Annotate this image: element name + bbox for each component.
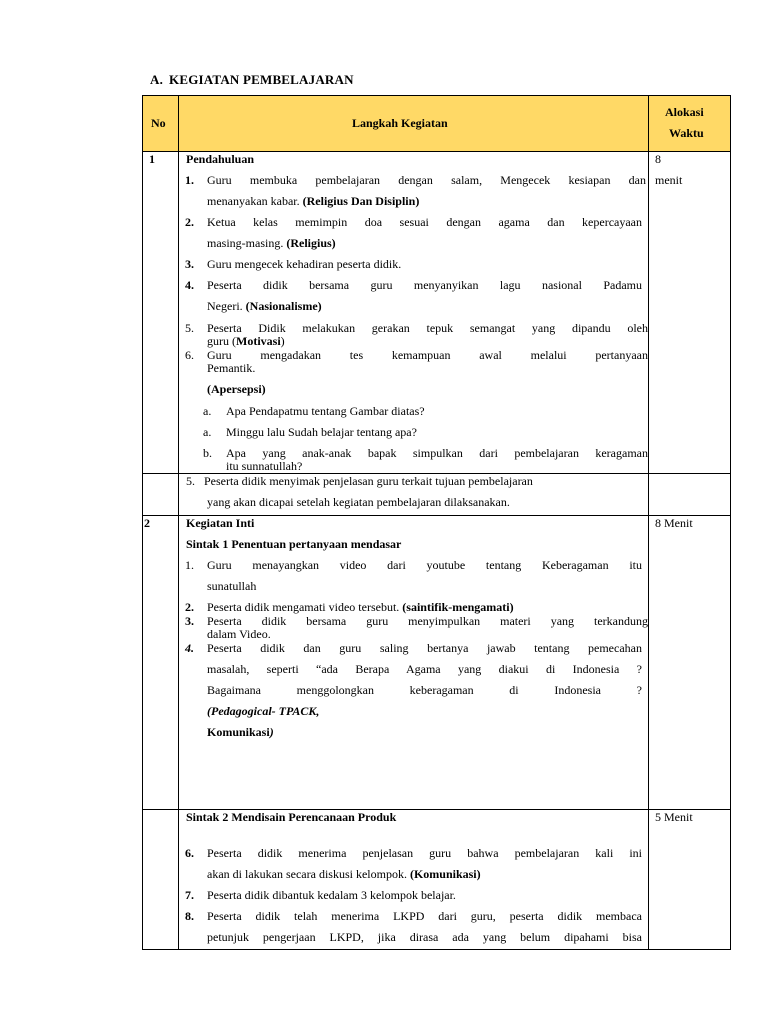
item-number: 2. <box>185 215 194 229</box>
item-text: Peserta didik dan guru saling bertanya jawab tentang pemecahan <box>207 641 642 655</box>
item-number: 7. <box>185 888 194 902</box>
header-alokasi: Alokasi <box>665 105 704 119</box>
item-number: 1. <box>185 173 194 187</box>
item-text: Ketua kelas memimpin doa sesuai dengan agama dan kepercayaan <box>207 215 642 229</box>
item-number: 6. <box>185 348 194 362</box>
header-langkah: Langkah Kegiatan <box>352 116 448 130</box>
item-text: sunatullah <box>207 579 257 593</box>
section-heading <box>150 72 354 88</box>
row-number: 1 <box>149 152 155 166</box>
item-number: 4. <box>185 278 194 292</box>
value-tag: (Nasionalisme) <box>245 299 322 313</box>
time-value: 5 Menit <box>655 810 693 824</box>
header-no: No <box>151 116 166 130</box>
item-text: Guru mengadakan tes kemampuan awal melalui pertanyaan <box>207 348 648 362</box>
item-text: Guru mengecek kehadiran peserta didik. <box>207 257 402 271</box>
table-divider-no <box>178 95 179 950</box>
item-text: petunjuk pengerjaan LKPD, jika dirasa ada yang belum dipahami bisa <box>207 930 642 944</box>
row-title: Pendahuluan <box>186 152 255 166</box>
item-text: Peserta didik telah menerima LKPD dari guru, peserta didik membaca <box>207 909 642 923</box>
item-text: Peserta didik bersama guru menyanyikan lagu nasional Padamu <box>207 278 642 292</box>
apersepsi-label: (Apersepsi) <box>207 382 266 396</box>
table-border-left <box>142 95 143 950</box>
item-text: Peserta didik mengamati video tersebut. (saintifik-mengamati) <box>207 600 514 614</box>
value-tag: (Religius Dan Disiplin) <box>302 194 420 208</box>
table-border-top <box>142 95 731 96</box>
value-tag: (Komunikasi) <box>409 867 481 881</box>
table-border-bottom <box>142 949 731 950</box>
item-text: masalah, seperti “ada Berapa Agama yang diakui di Indonesia ? <box>207 662 642 676</box>
time-unit: menit <box>655 173 683 187</box>
item-number: 5. <box>185 321 194 335</box>
sub-item-text: Apa Pendapatmu tentang Gambar diatas? <box>226 404 425 418</box>
item-number: 3. <box>185 257 194 271</box>
item-text: masing-masing. (Religius) <box>207 236 336 250</box>
item-number: 6. <box>185 846 194 860</box>
item-text: Pemantik. <box>207 361 256 375</box>
item-number: 8. <box>185 909 194 923</box>
sintak-title: Sintak 2 Mendisain Perencanaan Produk <box>186 810 397 824</box>
row-title: Kegiatan Inti <box>186 516 255 530</box>
item-text: menanyakan kabar. (Religius Dan Disiplin) <box>207 194 420 208</box>
sub-item-text: Minggu lalu Sudah belajar tentang apa? <box>226 425 417 439</box>
item-text: Peserta didik menerima penjelasan guru bahwa pembelajaran kali ini <box>207 846 642 860</box>
sub-item-letter: a. <box>203 425 212 439</box>
row-number: 2 <box>144 516 150 530</box>
item-text: Bagaimana menggolongkan keberagaman di Indonesia ? <box>207 683 642 697</box>
sub-item-text: itu sunnatullah? <box>226 459 303 473</box>
value-tag: (saintifik-mengamati) <box>402 600 514 614</box>
item-text: yang akan dicapai setelah kegiatan pembelajaran dilaksanakan. <box>207 495 510 509</box>
table-border-right <box>730 95 731 950</box>
item-text: Peserta Didik melakukan gerakan tepuk semangat yang dipandu oleh <box>207 321 648 335</box>
value-tag: Komunikasi) <box>207 725 274 739</box>
activity-table <box>142 95 731 950</box>
value-tag: (Pedagogical- TPACK, <box>207 704 320 718</box>
item-text: Guru membuka pembelajaran dengan salam, Mengecek kesiapan dan <box>207 173 646 187</box>
sub-item-text: Apa yang anak-anak bapak simpulkan dari pembelajaran keragaman <box>226 446 648 460</box>
item-number: 5. <box>186 474 195 488</box>
sub-item-letter: a. <box>203 404 212 418</box>
section-title: KEGIATAN PEMBELAJARAN <box>169 72 354 87</box>
item-text: guru (Motivasi) <box>207 334 285 348</box>
table-divider-time <box>648 95 649 950</box>
item-number: 2. <box>185 600 194 614</box>
item-text: Peserta didik dibantuk kedalam 3 kelompok belajar. <box>207 888 456 902</box>
value-tag: (Religius) <box>286 236 336 250</box>
item-text: Guru menayangkan video dari youtube tentang Keberagaman itu <box>207 558 642 572</box>
header-waktu: Waktu <box>669 126 704 140</box>
sintak-title: Sintak 1 Penentuan pertanyaan mendasar <box>186 537 402 551</box>
time-value: 8 <box>655 152 661 166</box>
value-tag: Motivasi <box>236 334 281 348</box>
item-text: Peserta didik bersama guru menyimpulkan materi yang terkandung <box>207 614 648 628</box>
sub-item-letter: b. <box>203 446 212 460</box>
item-number: 3. <box>185 614 194 628</box>
item-number: 4. <box>185 641 194 655</box>
section-number: A. <box>150 72 164 87</box>
item-number: 1. <box>185 558 194 572</box>
item-text: akan di lakukan secara diskusi kelompok. (Komunikasi) <box>207 867 481 881</box>
item-text: Peserta didik menyimak penjelasan guru terkait tujuan pembelajaran <box>204 474 533 488</box>
item-text: Negeri. (Nasionalisme) <box>207 299 322 313</box>
item-text: dalam Video. <box>207 627 271 641</box>
time-value: 8 Menit <box>655 516 693 530</box>
